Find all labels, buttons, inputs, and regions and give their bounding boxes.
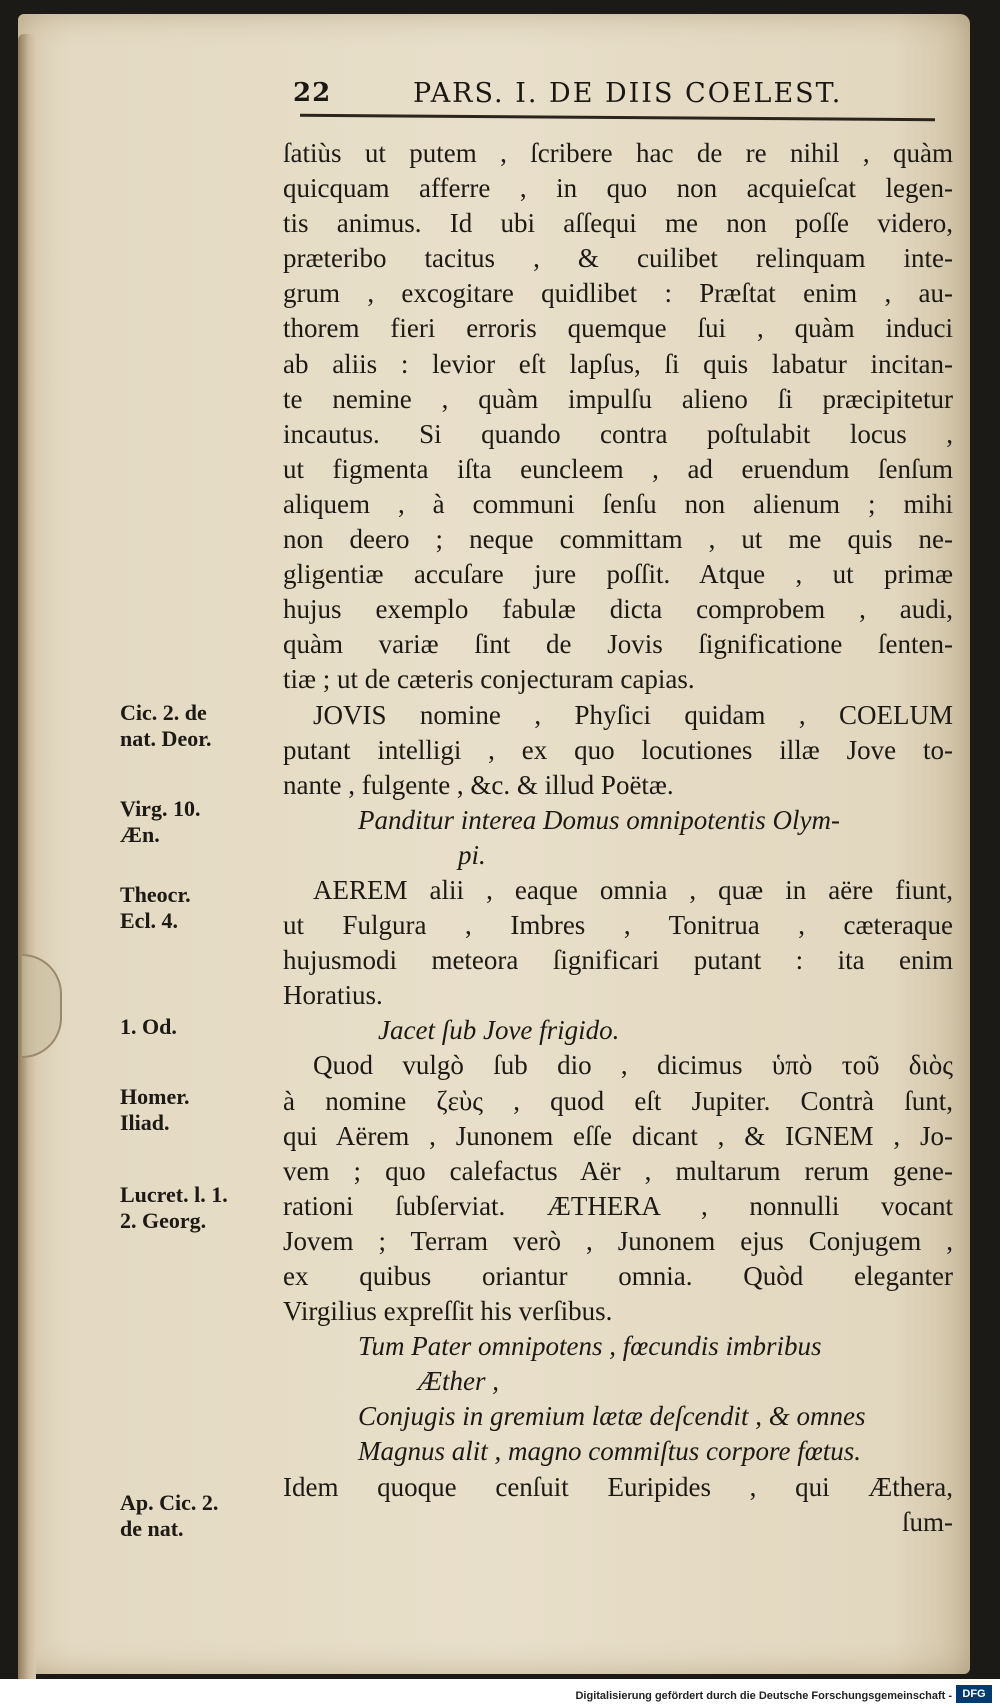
margin-note-line: Ecl. 4. xyxy=(120,908,179,933)
margin-note xyxy=(120,1084,280,1136)
text-line: ex quibus oriantur omnia. Quòd eleganter xyxy=(283,1261,953,1291)
text-line: Horatius. xyxy=(283,980,383,1011)
text-line: rationi ſubſerviat. ÆTHERA , nonnulli vocant xyxy=(283,1190,953,1221)
text-line: pi. xyxy=(458,839,486,870)
margin-note-line: Homer. xyxy=(120,1084,190,1109)
text-line: Conjugis in gremium lætæ deſcendit , & omnes xyxy=(358,1401,866,1432)
text-line: thorem fieri erroris quemque ſui , quàm induci xyxy=(283,313,953,344)
text-line: vem ; quo calefactus Aër , multarum rerum gene- xyxy=(283,1155,953,1186)
text-line: gligentiæ accuſare jure poſſit. Atque , ut primæ xyxy=(283,559,953,590)
margin-note-line: 1. Od. xyxy=(120,1014,177,1039)
text-line: tiæ ; ut de cæteris conjecturam capias. xyxy=(283,664,695,695)
text-line: putant intelligi , ex quo locutiones illæ Jove to- xyxy=(283,734,953,765)
text-line: Panditur interea Domus omnipotentis Olym- xyxy=(358,804,840,835)
margin-note-line: Æn. xyxy=(120,822,160,847)
margin-note-line: Ap. Cic. 2. xyxy=(120,1490,219,1515)
text-line: Jovem ; Terram verò , Junonem ejus Conjugem , xyxy=(283,1225,953,1256)
text-line: Magnus alit , magno commiſtus corpore fœtus. xyxy=(358,1436,861,1467)
margin-note-line: Cic. 2. de xyxy=(120,700,207,725)
dfg-logo: DFG xyxy=(956,1685,992,1703)
text-line: Jacet ſub Jove frigido. xyxy=(378,1015,620,1046)
text-line: grum , excogitare quidlibet : Præſtat enim , au- xyxy=(283,278,953,309)
running-head: PARS. I. DE DIIS COELEST. xyxy=(413,78,843,109)
margin-note xyxy=(120,1182,280,1234)
text-line: Tum Pater omnipotens , fœcundis imbribus xyxy=(358,1331,822,1362)
text-line: ut figmenta iſta euncleem , ad eruendum ſenſum xyxy=(283,453,953,484)
text-line: Idem quoque cenſuit Euripides , qui Æthera, xyxy=(283,1471,953,1502)
page-clip xyxy=(22,954,62,1058)
text-line: incautus. Si quando contra poſtulabit locus , xyxy=(283,418,953,449)
text-line: à nomine ζεὺς , quod eſt Jupiter. Contrà ſunt, xyxy=(283,1085,953,1116)
page-number: 22 xyxy=(293,78,332,108)
text-line: Æther , xyxy=(418,1366,499,1397)
text-line: nante , fulgente , &c. & illud Poëtæ. xyxy=(283,769,674,800)
text-line: AEREM alii , eaque omnia , quæ in aëre fiunt, xyxy=(313,874,953,905)
text-line: hujusmodi meteora ſignificari putant : ita enim xyxy=(283,945,953,976)
margin-note-line: de nat. xyxy=(120,1516,184,1541)
margin-note xyxy=(120,1014,280,1040)
text-line: ſum- xyxy=(902,1506,953,1537)
margin-note-line: 2. Georg. xyxy=(120,1208,207,1233)
text-line: hujus exemplo fabulæ dicta comprobem , audi, xyxy=(283,594,953,625)
text-line: ſatiùs ut putem , ſcribere hac de re nihil , quàm xyxy=(283,138,953,168)
margin-note-line: Lucret. l. 1. xyxy=(120,1182,228,1207)
text-line: præteribo tacitus , & cuilibet relinquam inte- xyxy=(283,243,953,274)
margin-note-line: Iliad. xyxy=(120,1110,170,1135)
margin-note xyxy=(120,882,280,934)
margin-note-line: Theocr. xyxy=(120,882,191,907)
margin-note xyxy=(120,1490,280,1542)
text-line: tis animus. Id ubi aſſequi me non poſſe videro, xyxy=(283,208,953,239)
margin-note xyxy=(120,700,280,752)
text-line: ut Fulgura , Imbres , Tonitrua , cæteraque xyxy=(283,910,953,941)
text-line: te nemine , quàm impulſu alieno ſi præcipitetur xyxy=(283,383,953,414)
text-line: Virgilius expreſſit his verſibus. xyxy=(283,1296,613,1327)
body-text xyxy=(283,136,953,1540)
page-edge xyxy=(18,34,36,1684)
text-line: qui Aërem , Junonem eſſe dicant , & IGNEM , Jo- xyxy=(283,1120,953,1151)
digitization-credit: Digitalisierung gefördert durch die Deutsche Forschungsgemeinschaft - xyxy=(575,1690,952,1702)
digitization-footer xyxy=(0,1679,1000,1707)
margin-note-line: Virg. 10. xyxy=(120,796,201,821)
margin-note xyxy=(120,796,280,848)
text-line: aliquem , à communi ſenſu non alienum ; mihi xyxy=(283,488,953,519)
text-line: JOVIS nomine , Phyſici quidam , COELUM xyxy=(313,699,953,730)
margin-note-line: nat. Deor. xyxy=(120,726,212,751)
text-line: quàm variæ ſint de Jovis ſignificatione ſenten- xyxy=(283,629,953,660)
text-line: ab aliis : levior eſt lapſus, ſi quis labatur incitan- xyxy=(283,348,953,379)
text-line: quicquam afferre , in quo non acquieſcat legen- xyxy=(283,173,953,204)
text-line: non deero ; neque committam , ut me quis ne- xyxy=(283,524,953,555)
text-line: Quod vulgò ſub dio , dicimus ὑπὸ τοῦ διὸς xyxy=(313,1050,953,1081)
